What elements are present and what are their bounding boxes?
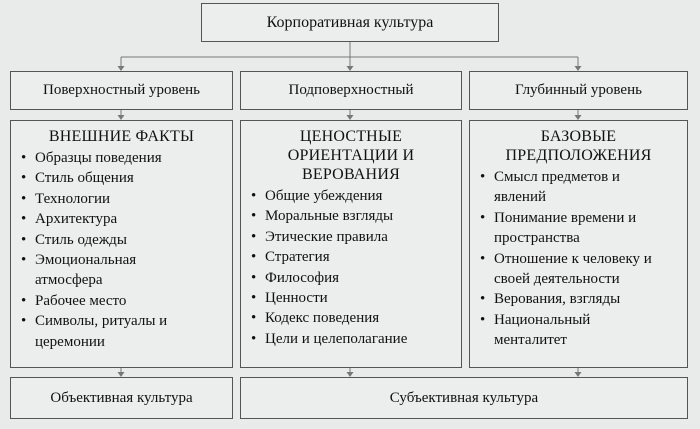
column-title: БАЗОВЫЕ ПРЕДПОЛОЖЕНИЯ xyxy=(505,128,652,164)
list-item: • Эмоциональная атмосфера xyxy=(11,250,232,291)
list-item: • Цели и целеполагание xyxy=(241,329,461,349)
list-item: • Символы, ритуалы и церемонии xyxy=(11,311,232,352)
item-list xyxy=(241,186,461,349)
level-surface xyxy=(10,71,233,110)
list-item: • Стиль общения xyxy=(11,168,232,188)
subjective-culture-label: Субъективная культура xyxy=(389,389,539,406)
level-deep xyxy=(469,71,688,110)
list-item: • Рабочее место xyxy=(11,291,232,311)
list-item: • Понимание времени и пространства xyxy=(470,208,687,249)
list-item: • Кодекс поведения xyxy=(241,308,461,328)
list-item: • Общие убеждения xyxy=(241,186,461,206)
list-item: • Верования, взгляды xyxy=(470,289,687,309)
item-list xyxy=(11,148,232,352)
list-item: • Этические правила xyxy=(241,227,461,247)
list-item: • Технологии xyxy=(11,189,232,209)
list-item: • Национальный менталитет xyxy=(470,310,687,351)
column-title: ВНЕШНИЕ ФАКТЫ xyxy=(48,128,195,145)
objective-culture xyxy=(10,377,233,419)
column-title: ЦЕНОСТНЫЕ ОРИЕНТАЦИИ И ВЕРОВАНИЯ xyxy=(287,128,415,183)
list-item: • Образцы поведения xyxy=(11,148,232,168)
list-item: • Философия xyxy=(241,268,461,288)
level-surface-label: Поверхностный уровень xyxy=(42,82,200,99)
root-label: Корпоративная культура xyxy=(266,13,434,31)
list-item: • Стратегия xyxy=(241,247,461,267)
list-item: • Отношение к человеку и своей деятельности xyxy=(470,249,687,290)
objective-culture-label: Объективная культура xyxy=(50,389,193,406)
column-external-facts xyxy=(10,120,233,368)
list-item: • Ценности xyxy=(241,288,461,308)
list-item: • Архитектура xyxy=(11,209,232,229)
level-subsurface xyxy=(240,71,462,110)
list-item: • Моральные взгляды xyxy=(241,206,461,226)
column-basic-assumptions xyxy=(469,120,688,368)
list-item: • Стиль одежды xyxy=(11,230,232,250)
item-list xyxy=(470,167,687,351)
list-item: • Смысл предметов и явлений xyxy=(470,167,687,208)
root-node xyxy=(201,3,499,42)
column-values-beliefs xyxy=(240,120,462,368)
subjective-culture xyxy=(240,377,688,419)
level-subsurface-label: Подповерхностный xyxy=(288,82,414,99)
level-deep-label: Глубинный уровень xyxy=(515,82,642,99)
